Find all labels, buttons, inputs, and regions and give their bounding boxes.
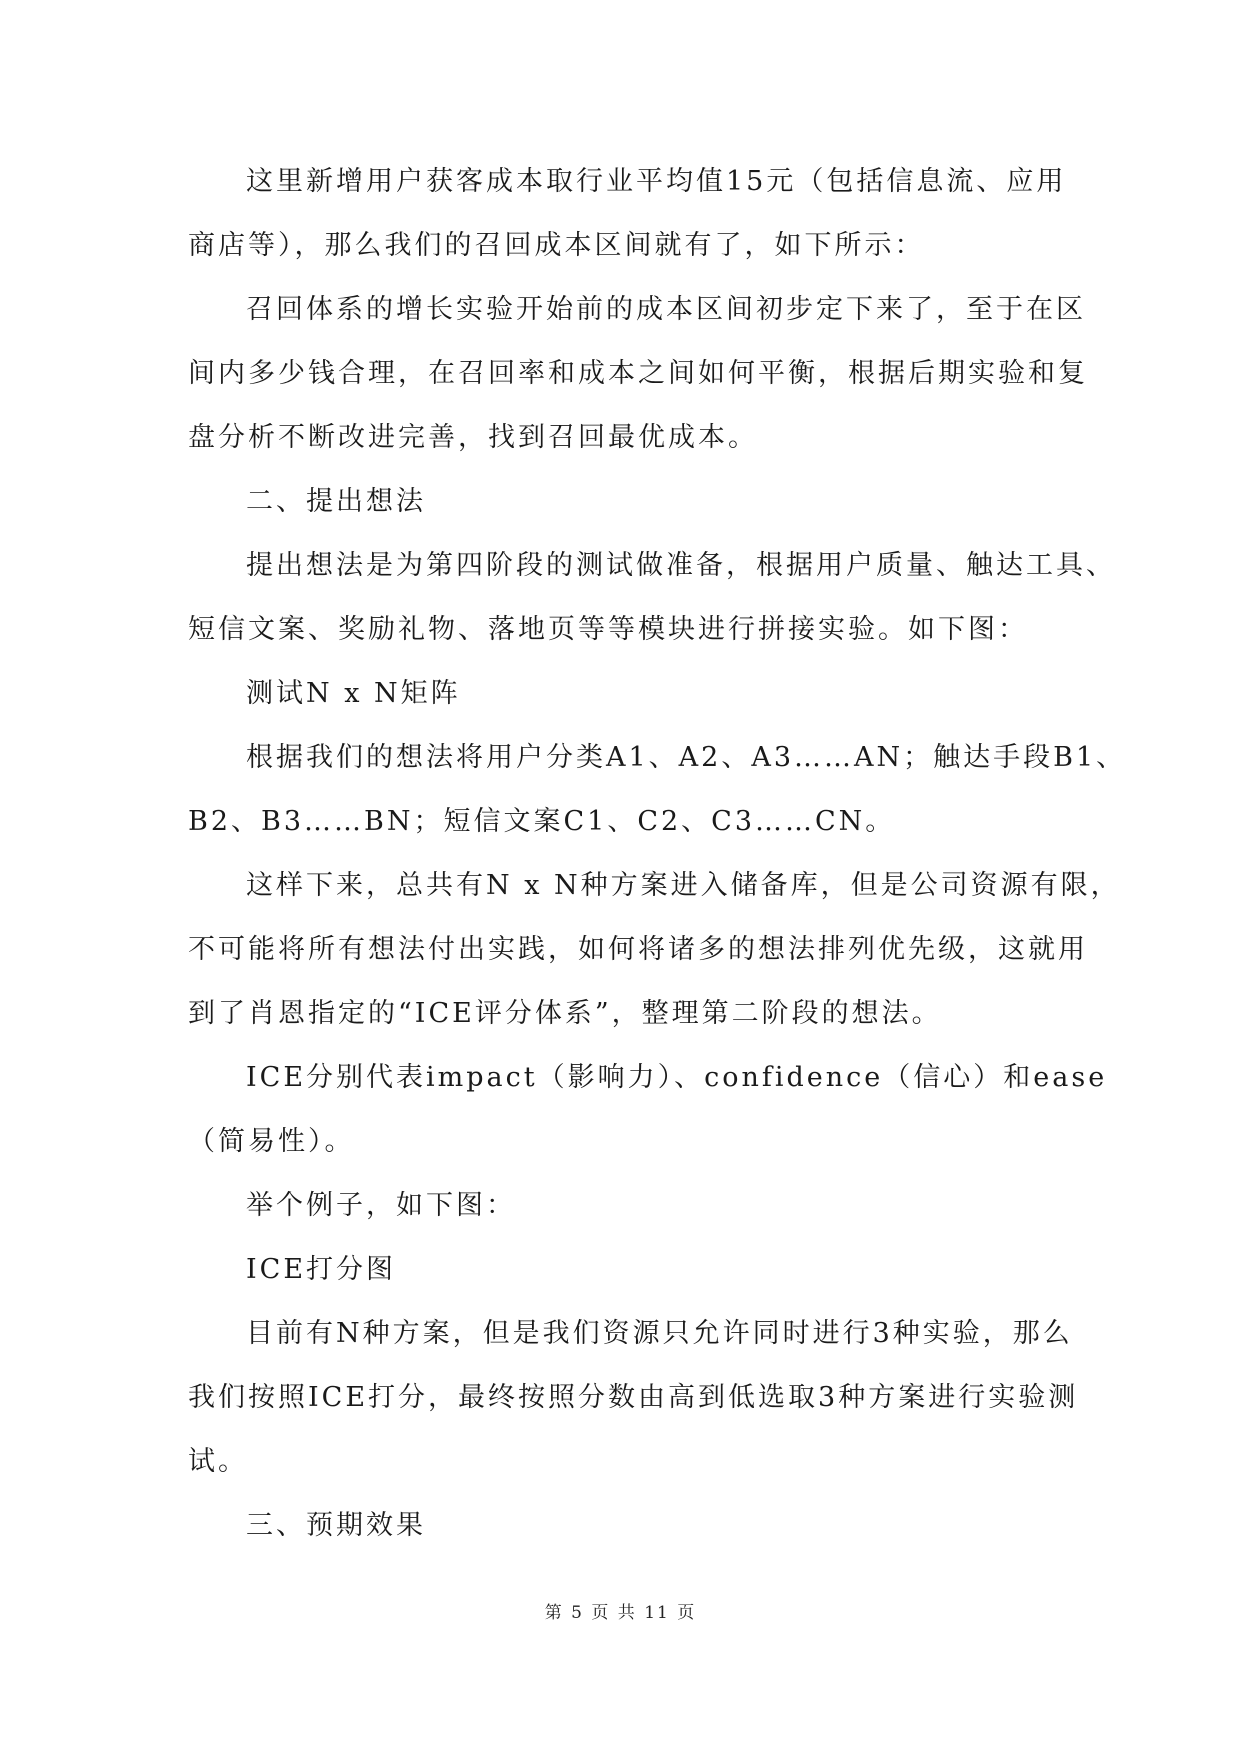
figure-caption: ICE打分图	[246, 1254, 397, 1285]
document-body	[188, 150, 1127, 1558]
paragraph-line: 根据我们的想法将用户分类A1、A2、A3……AN；触达手段B1、	[246, 742, 1127, 773]
paragraph-line: 提出想法是为第四阶段的测试做准备，根据用户质量、触达工具、	[246, 550, 1116, 581]
section-heading: 三、预期效果	[246, 1510, 426, 1541]
paragraph-line: 不可能将所有想法付出实践，如何将诸多的想法排列优先级，这就用	[188, 934, 1088, 965]
paragraph-line: 这里新增用户获客成本取行业平均值15元（包括信息流、应用	[246, 166, 1067, 197]
paragraph-line: 我们按照ICE打分，最终按照分数由高到低选取3种方案进行实验测	[188, 1382, 1079, 1413]
paragraph-line: 这样下来，总共有N x N种方案进入储备库，但是公司资源有限，	[246, 870, 1121, 901]
paragraph-line: （简易性）。	[188, 1126, 355, 1157]
paragraph-line: 商店等），那么我们的召回成本区间就有了，如下所示：	[188, 230, 925, 261]
paragraph-line: ICE分别代表impact（影响力）、confidence（信心）和ease	[246, 1062, 1108, 1093]
paragraph-line: 短信文案、奖励礼物、落地页等等模块进行拼接实验。如下图：	[188, 614, 1028, 645]
page-number-footer: 第 5 页 共 11 页	[544, 1603, 697, 1623]
paragraph-line: 到了肖恩指定的“ICE评分体系”，整理第二阶段的想法。	[188, 998, 942, 1029]
paragraph-line: 举个例子，如下图：	[246, 1190, 516, 1221]
paragraph-line: 召回体系的增长实验开始前的成本区间初步定下来了，至于在区	[246, 294, 1086, 325]
section-heading: 二、提出想法	[246, 486, 426, 517]
paragraph-line: 目前有N种方案，但是我们资源只允许同时进行3种实验，那么	[246, 1318, 1073, 1349]
paragraph-line: 试。	[188, 1446, 248, 1477]
figure-caption: 测试N x N矩阵	[246, 678, 461, 709]
paragraph-line: B2、B3……BN；短信文案C1、C2、C3……CN。	[188, 806, 896, 837]
paragraph-line: 间内多少钱合理，在召回率和成本之间如何平衡，根据后期实验和复	[188, 358, 1088, 389]
paragraph-line: 盘分析不断改进完善，找到召回最优成本。	[188, 422, 758, 453]
